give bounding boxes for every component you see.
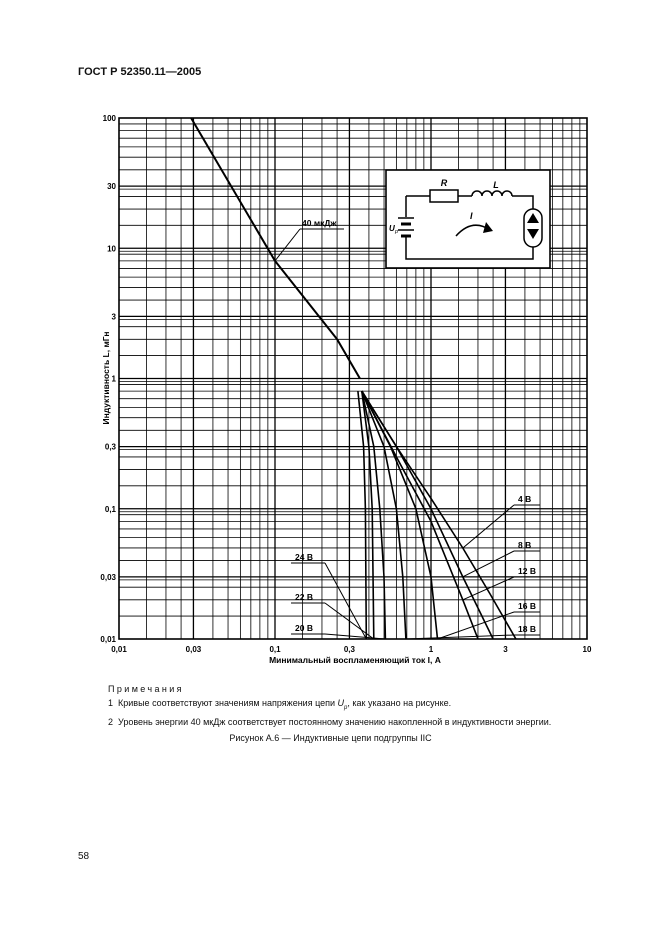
- y-tick-label: 30: [107, 182, 116, 192]
- x-tick-label: 0,03: [185, 645, 202, 654]
- y-tick-label: 0,1: [104, 504, 116, 514]
- label-text: 16 В: [518, 601, 536, 611]
- label-text: 40 мкДж: [302, 218, 337, 228]
- note-2: 2 Уровень энергии 40 мкДж соответствует постоянному значению накопленной в индуктивности энергии.: [108, 716, 552, 727]
- circuit-inset: [386, 170, 550, 268]
- y-tick-label: 0,3: [104, 442, 116, 452]
- leader-line: [463, 551, 514, 577]
- x-tick-label: 3: [503, 645, 508, 654]
- notes-heading: Примечания: [108, 684, 184, 694]
- label-I: I: [470, 211, 473, 221]
- y-tick-label: 0,03: [100, 572, 116, 582]
- y-tick-label: 0,01: [100, 635, 116, 644]
- x-tick-label: 0,1: [269, 645, 281, 654]
- leader-line: [325, 563, 366, 639]
- x-tick-label: 0,3: [343, 645, 355, 654]
- note-1: 1 Кривые соответствуют значениям напряжения цепи $U_p$, как указано на рисунке.: [108, 698, 452, 711]
- x-tick-label: 10: [582, 645, 592, 654]
- leader-line: [275, 229, 300, 261]
- label-text: 4 В: [518, 494, 532, 504]
- notes: [108, 682, 551, 729]
- label-text: 20 В: [295, 623, 313, 633]
- label-L: L: [493, 180, 499, 190]
- figure-caption: Рисунок А.6 — Индуктивные цепи подгруппы IIC: [229, 733, 432, 743]
- label-R: R: [440, 178, 448, 188]
- y-axis-label: Индуктивность L, мГн: [101, 331, 111, 425]
- y-tick-label: 100: [102, 114, 116, 123]
- label-text: 8 В: [518, 540, 532, 550]
- y-tick-label: 10: [107, 244, 116, 254]
- label-text: 22 В: [295, 592, 313, 602]
- label-text: 12 В: [518, 566, 536, 576]
- inset-frame: [386, 170, 550, 268]
- x-tick-label: 1: [428, 645, 434, 654]
- y-tick-label: 1: [111, 374, 116, 384]
- x-axis-label: Минимальный воспламеняющий ток I, А: [269, 655, 441, 665]
- leader-line: [463, 577, 514, 600]
- label-U-sub: p: [395, 229, 399, 235]
- curve-labels: [275, 218, 540, 639]
- document-header: ГОСТ Р 52350.11—2005: [78, 66, 202, 78]
- page-number: 58: [78, 851, 90, 862]
- label-text: 24 В: [295, 552, 313, 562]
- label-text: 18 В: [518, 624, 536, 634]
- x-tick-label: 0,01: [111, 645, 127, 654]
- y-tick-label: 3: [111, 312, 116, 322]
- label-U: U: [389, 224, 395, 233]
